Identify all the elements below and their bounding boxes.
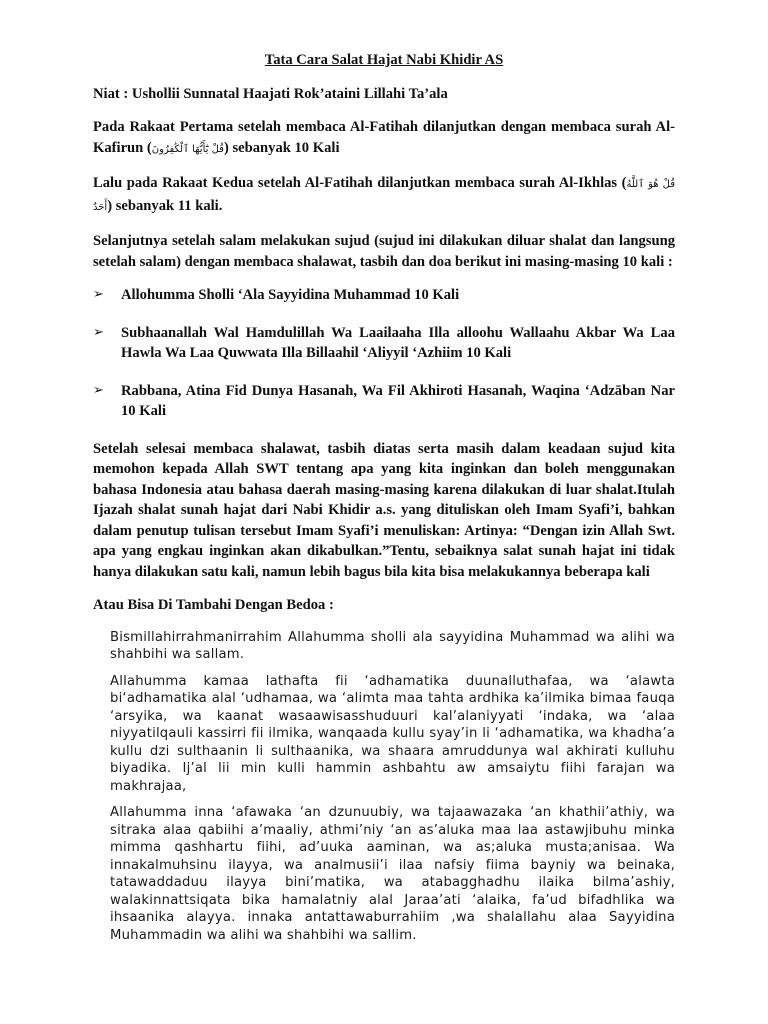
rakaat-pertama-paragraph <box>93 117 675 160</box>
rakaat-kedua-paragraph <box>93 173 675 218</box>
document-title: Tata Cara Salat Hajat Nabi Khidir AS <box>264 52 504 68</box>
doa-paragraph-1: Bismillahirrahmanirrahim Allahumma sholli ala sayyidina Muhammad wa alihi wa shahbihi wa sallam. <box>110 629 675 662</box>
list-item-text: Rabbana, Atina Fid Dunya Hasanah, Wa Fil Akhiroti Hasanah, Waqina ‘Adzāban Nar 10 Kali <box>121 382 675 419</box>
rakaat-kedua-count: ) sebanyak 11 kali. <box>107 197 223 214</box>
list-item-text: Allohumma Sholli ‘Ala Sayyidina Muhammad 10 Kali <box>121 287 460 303</box>
doa-paragraph-3: Allahumma inna ‘afawaka ‘an dzunuubiy, wa tajaawazaka ‘an khathii’athiy, wa sitraka alaa qabiihi a’maaliy, athmi’niy ‘an as’aluka maa laa astawjibuhu minka mimma qashhartu fiihi, ad’uuka aaminan, wa as;aluka musta;anisaa. Wa innakalmuhsinu ilayya, wa analmusii’i ilaa nafsiy fiima bayniy wa beinaka, tatawaddaduu ilayya bini’matika, wa atabagghadhu ilaika bilma’ashiy, walakinnattsiqata bika hamalatniy alal Jaraa’ati ‘alaika, fa’ud bifadhlika wa ihsaanika alayya. innaka antattawaburrahiim ,wa shalallahu alaa Sayyidina Muhammadin wa alihi wa shahbihi wa sallim. <box>110 805 675 943</box>
rakaat-pertama-text: Pada Rakaat Pertama setelah membaca Al-Fatihah dilanjutkan dengan membaca surah Al-Kafirun ( <box>93 119 675 156</box>
arrow-bullet-icon: ➢ <box>93 382 104 398</box>
document-page <box>93 50 675 953</box>
list-item-text: Subhaanallah Wal Hamdulillah Wa Laailaaha Illa alloohu Wallaahu Akbar Wa Laa Hawla Wa Laa Quwwata Illa Billaahil ‘Aliyyil ‘Azhiim 10 Kali <box>121 324 675 361</box>
list-item <box>93 285 675 306</box>
arrow-bullet-icon: ➢ <box>93 324 104 340</box>
rakaat-kedua-text: Lalu pada Rakaat Kedua setelah Al-Fatihah dilanjutkan membaca surah Al-Ikhlas ( <box>93 175 627 191</box>
arrow-bullet-icon: ➢ <box>93 287 104 302</box>
doa-block <box>110 629 675 945</box>
al-kafirun-arabic: قُلْ يَٰٓأَيُّهَا ٱلْكَٰفِرُونَ <box>151 143 224 155</box>
rakaat-pertama-count: ) sebanyak 10 Kali <box>223 139 340 156</box>
niat-paragraph: Niat : Ushollii Sunnatal Haajati Rok’ataini Lillahi Ta’ala <box>93 85 448 102</box>
atau-heading: Atau Bisa Di Tambahi Dengan Bedoa : <box>93 597 334 613</box>
dzikir-list <box>93 285 675 422</box>
al-ikhlas-arabic: قُلْ هُوَ ٱللَّهُ أَحَدٌ <box>93 179 675 213</box>
list-item <box>93 381 675 422</box>
selanjutnya-paragraph: Selanjutnya setelah salam melakukan sujud (sujud ini dilakukan diluar shalat dan langsung setelah salam) dengan membaca shalawat, tasbih dan doa berikut ini masing-masing 10 kali : <box>93 233 675 270</box>
list-item <box>93 323 675 364</box>
doa-paragraph-2: Allahumma kamaa lathafta fii ‘adhamatika duunalluthafaa, wa ‘alawta bi‘adhamatika alal ‘udhamaa, wa ‘alimta maa tahta ardhika ka’ilmika bimaa fauqa ‘arsyika, wa kaanat wasaawisasshuduuri kal’alaniyyati ‘indaka, wa ‘alaa niyyatilqauli kassirri fii ilmika, wanqaada kullu syay’in li ‘adhamatika, wa khadha’a kullu dzi sulthaanin li sulthaanika, wa shaara amruddunya wal akhirati kulluhu biyadika. Ij’al lii min kulli hammin ashbahtu aw amsaiytu fiihi farajan wa makhrajaa, <box>110 673 675 794</box>
setelah-paragraph: Setelah selesai membaca shalawat, tasbih diatas serta masih dalam keadaan sujud kita memohon kepada Allah SWT tentang apa yang kita inginkan dan boleh menggunakan bahasa Indonesia atau bahasa daerah masing-masing karena dilakukan di luar shalat.Itulah Ijazah shalat sunah hajat dari Nabi Khidir a.s. yang dituliskan oleh Imam Syafi’i, bahkan dalam penutup tulisan tersebut Imam Syafi’i menuliskan: Artinya: “Dengan izin Allah Swt. apa yang engkau inginkan akan dikabulkan.”Tentu, sebaiknya salat sunah hajat ini tidak hanya dilakukan satu kali, namun lebih bagus bila kita bisa melakukannya beberapa kali <box>93 440 675 580</box>
